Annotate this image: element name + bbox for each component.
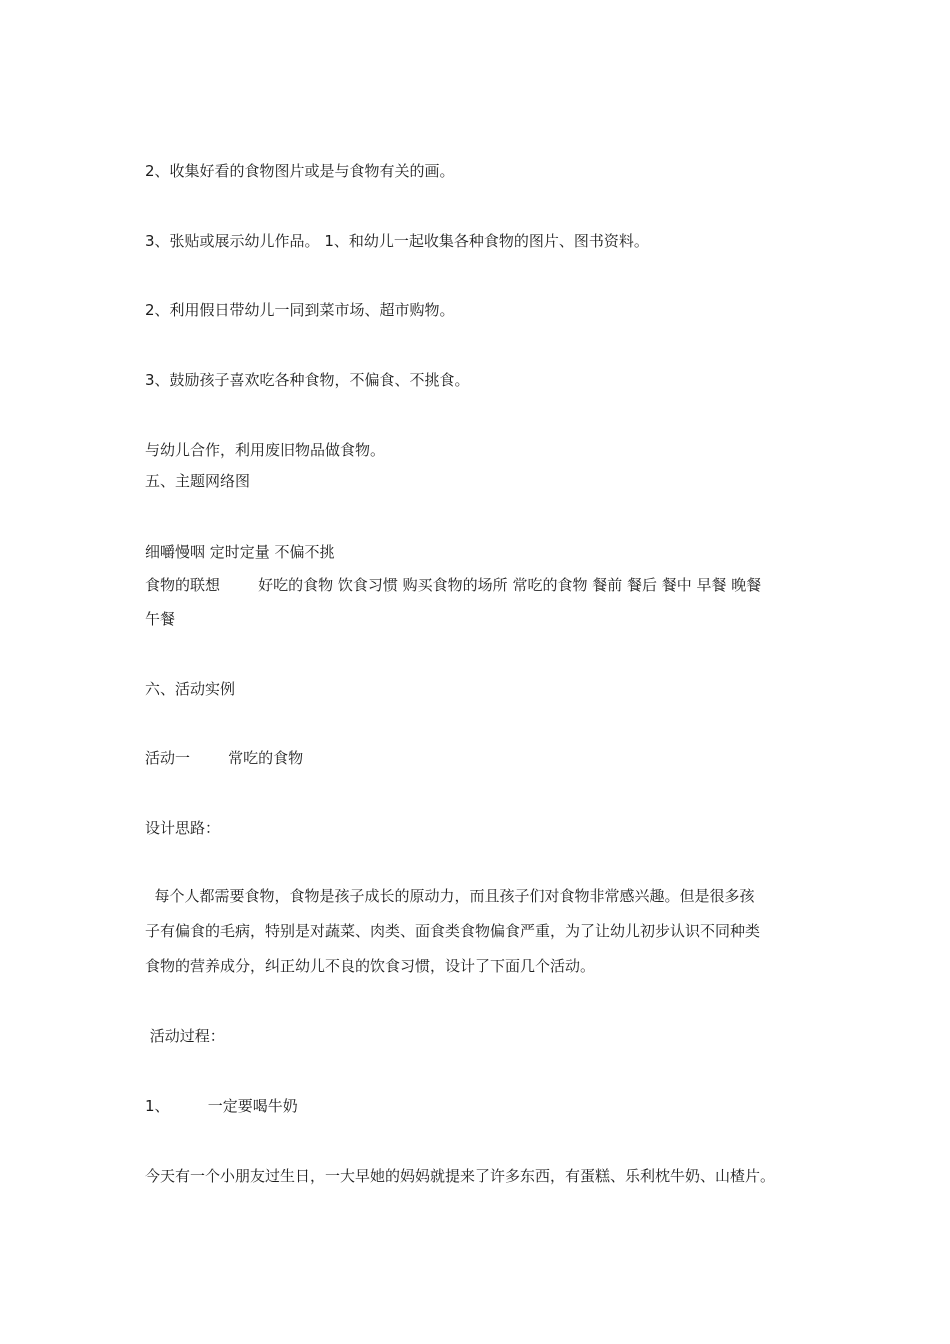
subheading-design-idea: 设计思路： — [145, 819, 221, 837]
activity-title-common-food: 活动一 常吃的食物 — [145, 749, 304, 767]
text-line-encourage-eating: 3、鼓励孩子喜欢吃各种食物，不偏食、不挑食。 — [145, 371, 470, 389]
paragraph-birthday: 今天有一个小朋友过生日，一大早她的妈妈就提来了许多东西，有蛋糕、乐利枕牛奶、山楂片。 — [145, 1167, 776, 1185]
paragraph-line-2: 子有偏食的毛病，特别是对蔬菜、肉类、面食类食物偏食严重，为了让幼儿初步认识不同种类 — [145, 922, 761, 940]
text-line-shopping: 2、利用假日带幼儿一同到菜市场、超市购物。 — [145, 301, 455, 319]
subheading-activity-process: 活动过程： — [145, 1027, 225, 1045]
text-line-food-associations: 食物的联想 好吃的食物 饮食习惯 购买食物的场所 常吃的食物 餐前 餐后 餐中 早餐 晚餐 — [145, 576, 762, 594]
paragraph-line-3: 食物的营养成分，纠正幼儿不良的饮食习惯，设计了下面几个活动。 — [145, 957, 596, 975]
text-line-cooperation: 与幼儿合作，利用废旧物品做食物。 — [145, 441, 386, 459]
paragraph-line-1: 每个人都需要食物，食物是孩子成长的原动力，而且孩子们对食物非常感兴趣。但是很多孩 — [145, 887, 755, 905]
text-line-display-works: 3、张贴或展示幼儿作品。 1、和幼儿一起收集各种食物的图片、图书资料。 — [145, 232, 649, 250]
list-item-drink-milk: 1、 一定要喝牛奶 — [145, 1097, 298, 1115]
text-line-lunch: 午餐 — [145, 610, 176, 628]
section-heading-theme-network: 五、主题网络图 — [145, 472, 251, 490]
text-line-collect-pictures: 2、收集好看的食物图片或是与食物有关的画。 — [145, 162, 455, 180]
text-line-eating-habits: 细嚼慢咽 定时定量 不偏不挑 — [145, 543, 335, 561]
section-heading-activity-examples: 六、活动实例 — [145, 680, 236, 698]
